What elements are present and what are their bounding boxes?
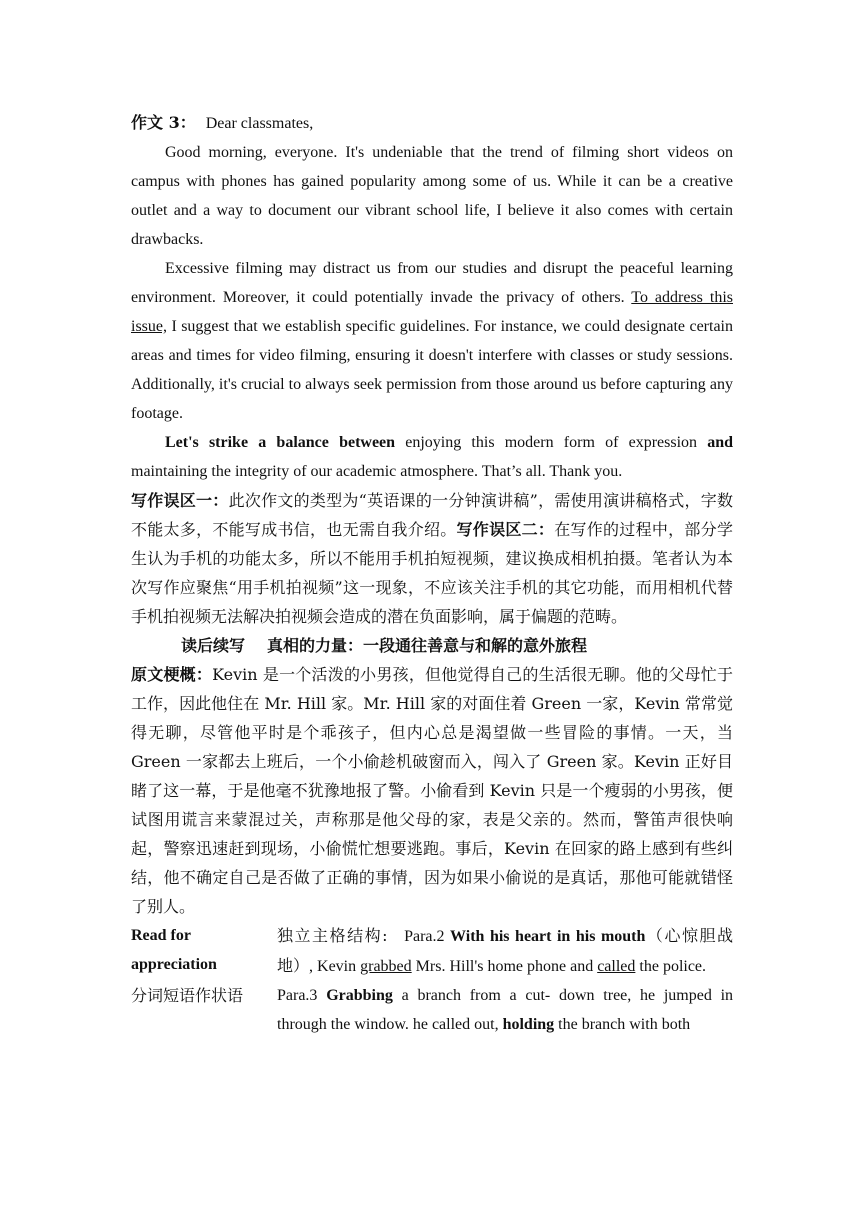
mistake-1-label: 写作误区一： (131, 491, 229, 510)
item2-bold-holding: holding (502, 1016, 555, 1033)
appreciation-label: Read for appreciation (131, 927, 217, 973)
continuation-heading (131, 631, 733, 660)
document-page (131, 108, 733, 1039)
item1-type: 独立主格结构: (277, 926, 388, 945)
item1-underlined-grabbed: grabbed (360, 958, 412, 975)
continuation-heading-right: 真相的力量：一段通往善意与和解的意外旅程 (267, 636, 588, 655)
essay3-label: 作文 3： (131, 113, 196, 132)
essay3-p3-text-a: enjoying this modern form of expression (395, 434, 708, 451)
essay3-greeting: Dear classmates, (205, 115, 314, 132)
essay3-paragraph-1: Good morning, everyone. It's undeniable that the trend of filming short videos on campus with phones has gained popularity among some of us. While it can be a creative outlet and a way to document our vibrant school life, I believe it also comes with certain drawbacks. (131, 144, 733, 248)
appreciation-label-cell (131, 921, 277, 981)
item1-text-a: , Kevin (309, 958, 361, 975)
item1-text-c: the police. (635, 958, 707, 975)
essay3-p3-text-b: maintaining the integrity of our academic atmosphere. That’s all. Thank you. (131, 463, 623, 480)
mistake-1-text: 此次作文的类型为“英语课的一分钟演讲稿”，需使用演讲稿格式，字数不能太多，不能写成书信，也无需自我介绍。 (131, 491, 733, 539)
essay3-p3-bold-b: and (707, 434, 734, 451)
continuation-heading-left: 读后续写 (181, 636, 246, 655)
item1-para: Para.2 (404, 928, 445, 945)
appreciation-row-1 (131, 921, 733, 981)
item1-gloss: （心惊胆战地） (277, 926, 734, 975)
essay3-paragraph-3 (131, 428, 733, 486)
item1-bold: With his heart in his mouth (450, 928, 646, 945)
item2-text-a: a branch from a cut- down tree, he jumped in through the window. he called out, (277, 987, 734, 1033)
essay3-p2-text-b: I suggest that we establish specific guidelines. For instance, we could designate certain areas and times for video filming, ensuring it doesn't interfere with classes or study sessions. Additionally, it's crucial to always seek permission from those around us before capturing any footage. (131, 318, 733, 422)
item2-type: 分词短语作状语 (131, 986, 244, 1005)
essay3-greeting-line (131, 108, 733, 138)
summary-label: 原文梗概： (131, 665, 213, 684)
essay3-p2-text-a: Excessive filming may distract us from our studies and disrupt the peaceful learning environment. Moreover, it could potentially invade the privacy of others. (131, 260, 733, 306)
essay3-paragraph-2 (131, 254, 733, 428)
item2-text-b: the branch with both (554, 1016, 691, 1033)
item1-text-b: Mrs. Hill's home phone and (411, 958, 598, 975)
appreciation-item-1 (277, 921, 733, 981)
summary-text: Kevin 是一个活泼的小男孩，但他觉得自己的生活很无聊。他的父母忙于工作，因此他住在 Mr. Hill 家。Mr. Hill 家的对面住着 Green 一家，Kevin 常常觉得无聊，尽管他平时是个乖孩子，但内心总是渴望做一些冒险的事情。一天，当 Green 一家都去上班后，一个小偷趁机破窗而入，闯入了 Green 家。Kevin 正好目睹了这一幕，于是他毫不犹豫地报了警。小偷看到 Kevin 只是一个瘦弱的小男孩，便试图用谎言来蒙混过关，声称那是他父母的家，表是父亲的。然而，警笛声很快响起，警察迅速赶到现场，小偷慌忙想要逃跑。事后，Kevin 在回家的路上感到有些纠结，他不确定自己是否做了正确的事情，因为如果小偷说的是真话，那他可能就错怪了别人。 (131, 665, 733, 916)
mistake-2-label: 写作误区二： (456, 520, 555, 539)
mistake-2-text: 在写作的过程中，部分学生认为手机的功能太多，所以不能用手机拍短视频，建议换成相机拍摄。笔者认为本次写作应聚焦“用手机拍视频”这一现象，不应该关注手机的其它功能，而用相机代替手机拍视频无法解决拍视频会造成的潜在负面影响，属于偏题的范畴。 (131, 520, 733, 626)
appreciation-item-2 (277, 981, 733, 1039)
summary-paragraph (131, 660, 733, 921)
item2-para: Para.3 (277, 987, 318, 1004)
essay3-p3-bold-a: Let's strike a balance between (165, 434, 396, 451)
essay3-p2-underlined: To address this issue, (131, 289, 733, 335)
item2-bold-grabbing: Grabbing (326, 987, 393, 1004)
appreciation-row-2 (131, 981, 733, 1039)
writing-mistakes-paragraph (131, 486, 733, 631)
item1-underlined-called: called (597, 958, 636, 975)
